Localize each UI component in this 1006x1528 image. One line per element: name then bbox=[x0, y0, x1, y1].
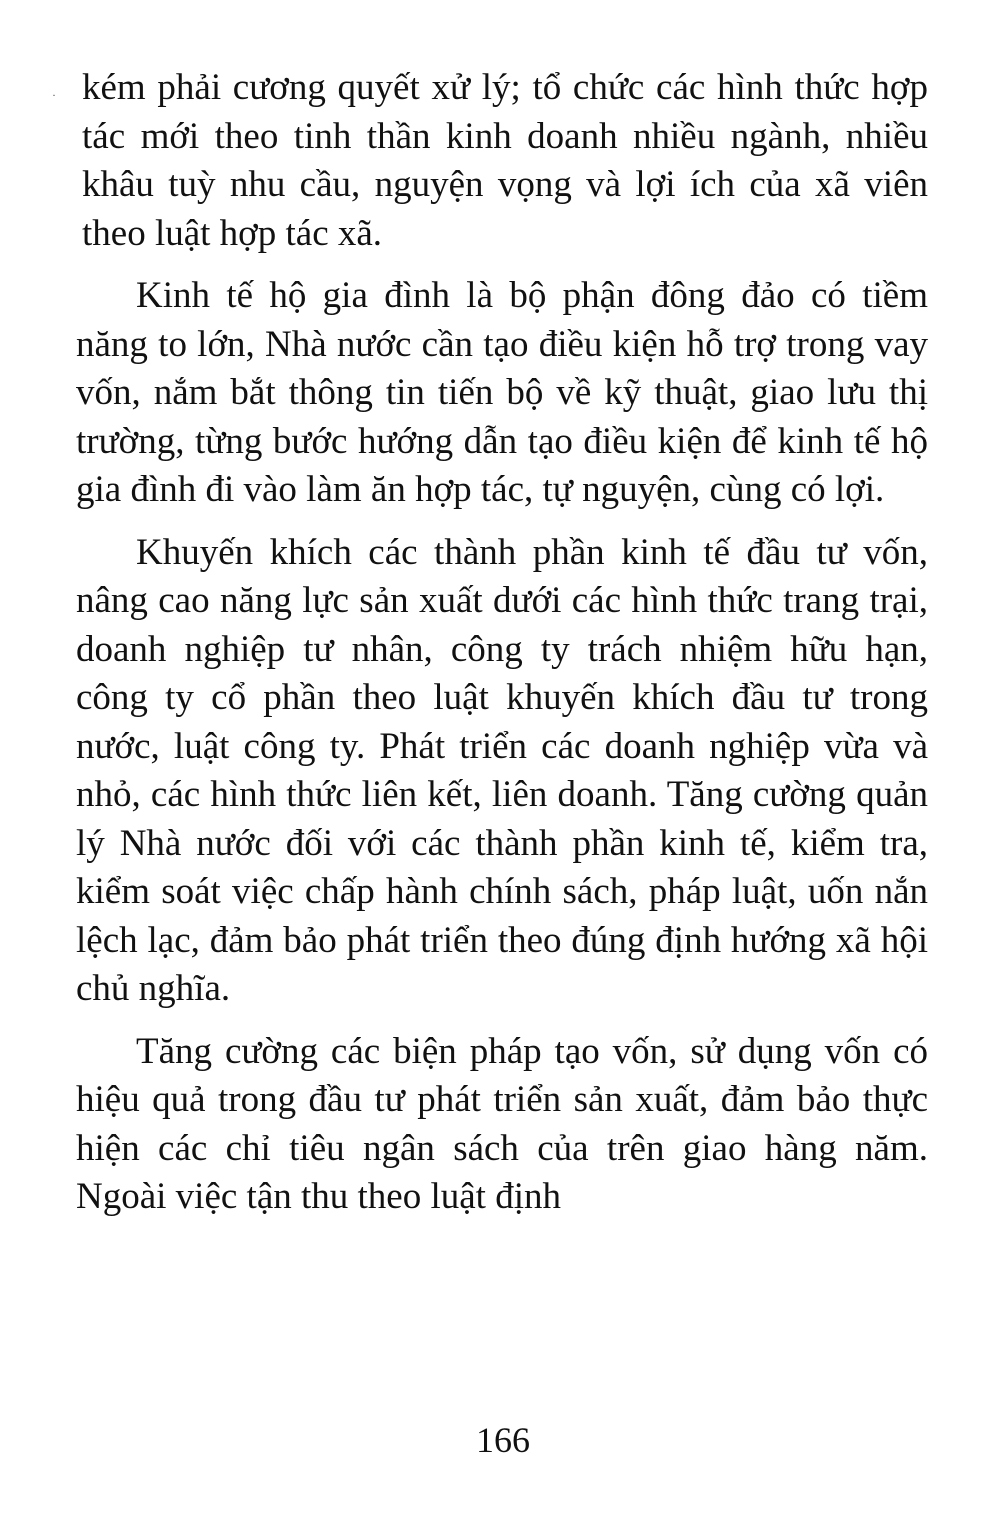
scan-speck: · bbox=[52, 88, 56, 102]
page-number: 166 bbox=[476, 1420, 530, 1460]
paragraph-economic-sectors: Khuyến khích các thành phần kinh tế đầu tư vốn, nâng cao năng lực sản xuất dưới các hình thức trang trại, doanh nghiệp tư nhân, công ty trách nhiệm hữu hạn, công ty cổ phần theo luật khuyến khích đầu tư trong nước, luật công ty. Phát triển các doanh nghiệp vừa và nhỏ, các hình thức liên kết, liên doanh. Tăng cường quản lý Nhà nước đối với các thành phần kinh tế, kiểm tra, kiểm soát việc chấp hành chính sách, pháp luật, uốn nắn lệch lạc, đảm bảo phát triển theo đúng định hướng xã hội chủ nghĩa. bbox=[76, 531, 928, 1009]
paragraph-capital-measures: Tăng cường các biện pháp tạo vốn, sử dụng vốn có hiệu quả trong đầu tư phát triển sản xuất, đảm bảo thực hiện các chỉ tiêu ngân sách của trên giao hàng năm. Ngoài việc tận thu theo luật định bbox=[76, 1030, 928, 1217]
paragraph-household-economy: Kinh tế hộ gia đình là bộ phận đông đảo có tiềm năng to lớn, Nhà nước cần tạo điều kiện hỗ trợ trong vay vốn, nắm bắt thông tin tiến bộ về kỹ thuật, giao lưu thị trường, từng bước hướng dẫn tạo điều kiện để kinh tế hộ gia đình đi vào làm ăn hợp tác, tự nguyện, cùng có lợi. bbox=[76, 275, 928, 510]
paragraph-continued: kém phải cương quyết xử lý; tổ chức các hình thức hợp tác mới theo tinh thần kinh doanh nhiều ngành, nhiều khâu tuỳ nhu cầu, nguyện vọng và lợi ích của xã viên theo luật hợp tác xã. bbox=[82, 67, 928, 254]
body-text bbox=[76, 64, 928, 1236]
